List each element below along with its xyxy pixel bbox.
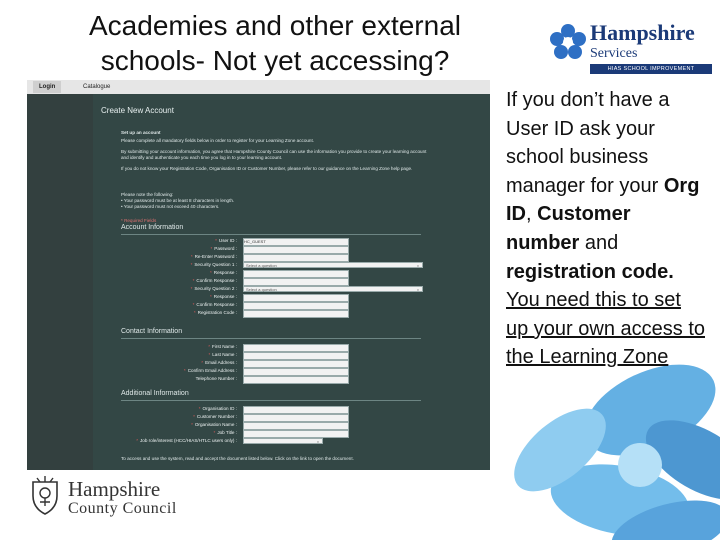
- response-2-input[interactable]: [243, 294, 349, 302]
- org-id-text: Org ID: [506, 174, 700, 226]
- body-part: ,: [526, 203, 538, 226]
- registration-code-input[interactable]: [243, 310, 349, 318]
- intro-line: and identify and authenticate you each time you log in to your learning account.: [121, 155, 283, 160]
- form-panel: Create New Account Set up an account Please complete all mandatory fields below in order to register for your Learning Zone account. By submitting your account information, you agree that Hampshire County Council can use the information you provide to create your learning account and identify and authenticate you each time you log in to your learning account. If you do not know your Registration Code, Organisation ID or Customer Number, please refer to our guidance on the Learning Zone help page. Please note the following: • Your password must be at least 8 characters in length. • Your password must not exceed 40 characters. * Required Fields Account Information * User ID : HC_GUEST * Password : * Re-Enter Password : * Security Question 1 : Select a question v * Response : * Confirm Response : * Security Question 2 : Select a question v * Response : * Confirm Response : * Registration Code : Contact Information * First Name : * Last Name : * Email Address : * Confirm Email Address : Telephone Number : Additional Information * Organisation ID : * Customer Number : * Organisation Name : * Job Title : * Job role/interest (HCC/HIAS/HTLC users only) : v To access and use the system, read and accept the document listed below. Click on the link to open the document.: [93, 94, 490, 470]
- tab-catalogue: Catalogue: [83, 84, 111, 90]
- slide-title: Academies and other external schools- Not yet accessing?: [89, 10, 461, 76]
- field-label: Customer Number :: [196, 414, 237, 419]
- intro-line: Please complete all mandatory fields below in order to register for your Learning Zone account.: [121, 138, 315, 143]
- divider: [121, 338, 421, 339]
- divider: [121, 400, 421, 401]
- field-label: Response :: [213, 294, 237, 299]
- footer-note: To access and use the system, read and accept the document listed below. Click on the link to open the document.: [121, 456, 354, 461]
- field-label: Response :: [213, 270, 237, 275]
- tab-login: Login: [33, 81, 61, 93]
- password-note: • Your password must not exceed 40 characters.: [121, 204, 220, 209]
- field-label: Job role/interest (HCC/HIAS/HTLC users only) :: [139, 438, 237, 443]
- password-note: • Your password must be at least 8 characters in length.: [121, 198, 235, 203]
- field-label: First Name :: [211, 344, 237, 349]
- field-label: Confirm Email Address :: [187, 368, 237, 373]
- password-note: Please note the following:: [121, 192, 174, 197]
- section-contact: Contact Information: [121, 328, 183, 335]
- field-label: Last Name :: [212, 352, 237, 357]
- learning-zone-note: You need this to set up your own access to the Learning Zone: [506, 289, 705, 369]
- customer-number-text: Customer number: [506, 203, 631, 254]
- intro-heading: Set up an account: [121, 130, 161, 135]
- body-text: [506, 86, 706, 372]
- field-label: Security Question 1 :: [194, 262, 237, 267]
- field-label: Security Question 2 :: [194, 286, 237, 291]
- field-label: Password :: [214, 246, 237, 251]
- telephone-input[interactable]: [243, 376, 349, 384]
- password-input[interactable]: [243, 246, 349, 254]
- logo-bar-text: HIAS SCHOOL IMPROVEMENT: [590, 64, 712, 74]
- required-note: * Required Fields: [121, 218, 157, 223]
- field-label: Confirm Response :: [196, 302, 237, 307]
- council-name: Hampshire: [68, 477, 161, 501]
- customer-number-input[interactable]: [243, 414, 349, 422]
- council-subtitle: County Council: [68, 500, 177, 517]
- field-label: Confirm Response :: [196, 278, 237, 283]
- field-label: Registration Code :: [197, 310, 237, 315]
- first-name-input[interactable]: [243, 344, 349, 352]
- userid-input[interactable]: HC_GUEST: [243, 238, 349, 246]
- intro-line: By submitting your account information, you agree that Hampshire County Council can use the information you provide to create your learning account: [121, 149, 427, 154]
- hampshire-county-council-logo: [30, 476, 190, 520]
- confirm-email-input[interactable]: [243, 368, 349, 376]
- registration-form-screenshot: [27, 80, 490, 470]
- field-label: Job Title :: [217, 430, 237, 435]
- reenter-password-input[interactable]: [243, 254, 349, 262]
- confirm-response-2-input[interactable]: [243, 302, 349, 310]
- divider: [121, 234, 421, 235]
- job-role-select[interactable]: [243, 438, 323, 444]
- response-1-input[interactable]: [243, 270, 349, 278]
- intro-line: If you do not know your Registration Code, Organisation ID or Customer Number, please refer to our guidance on the Learning Zone help page.: [121, 166, 413, 171]
- field-label: Organisation Name :: [194, 422, 237, 427]
- logo-name: Hampshire: [590, 20, 695, 45]
- registration-code-text: registration code.: [506, 260, 674, 283]
- hampshire-services-logo: [548, 18, 713, 78]
- panel-title: Create New Account: [101, 106, 174, 115]
- confirm-response-1-input[interactable]: [243, 278, 349, 286]
- organisation-name-input[interactable]: [243, 422, 349, 430]
- last-name-input[interactable]: [243, 352, 349, 360]
- logo-subtitle: Services: [590, 46, 638, 61]
- field-label: User ID :: [218, 238, 237, 243]
- security-question-1-select[interactable]: Select a question v: [243, 262, 423, 268]
- crest-icon: [30, 476, 60, 516]
- field-label: Email Address :: [205, 360, 237, 365]
- field-label: Telephone Number :: [195, 376, 237, 381]
- body-part: If you don’t have a User ID ask your school business manager for your: [506, 89, 670, 197]
- body-part: and: [579, 231, 619, 254]
- flower-icon: [548, 22, 588, 62]
- security-question-2-select[interactable]: Select a question v: [243, 286, 423, 292]
- screenshot-tab-bar: [27, 80, 490, 94]
- section-additional: Additional Information: [121, 390, 189, 397]
- field-label: Organisation ID :: [202, 406, 237, 411]
- job-title-input[interactable]: [243, 430, 349, 438]
- field-label: Re-Enter Password :: [194, 254, 237, 259]
- email-input[interactable]: [243, 360, 349, 368]
- section-account: Account Information: [121, 224, 184, 231]
- organisation-id-input[interactable]: [243, 406, 349, 414]
